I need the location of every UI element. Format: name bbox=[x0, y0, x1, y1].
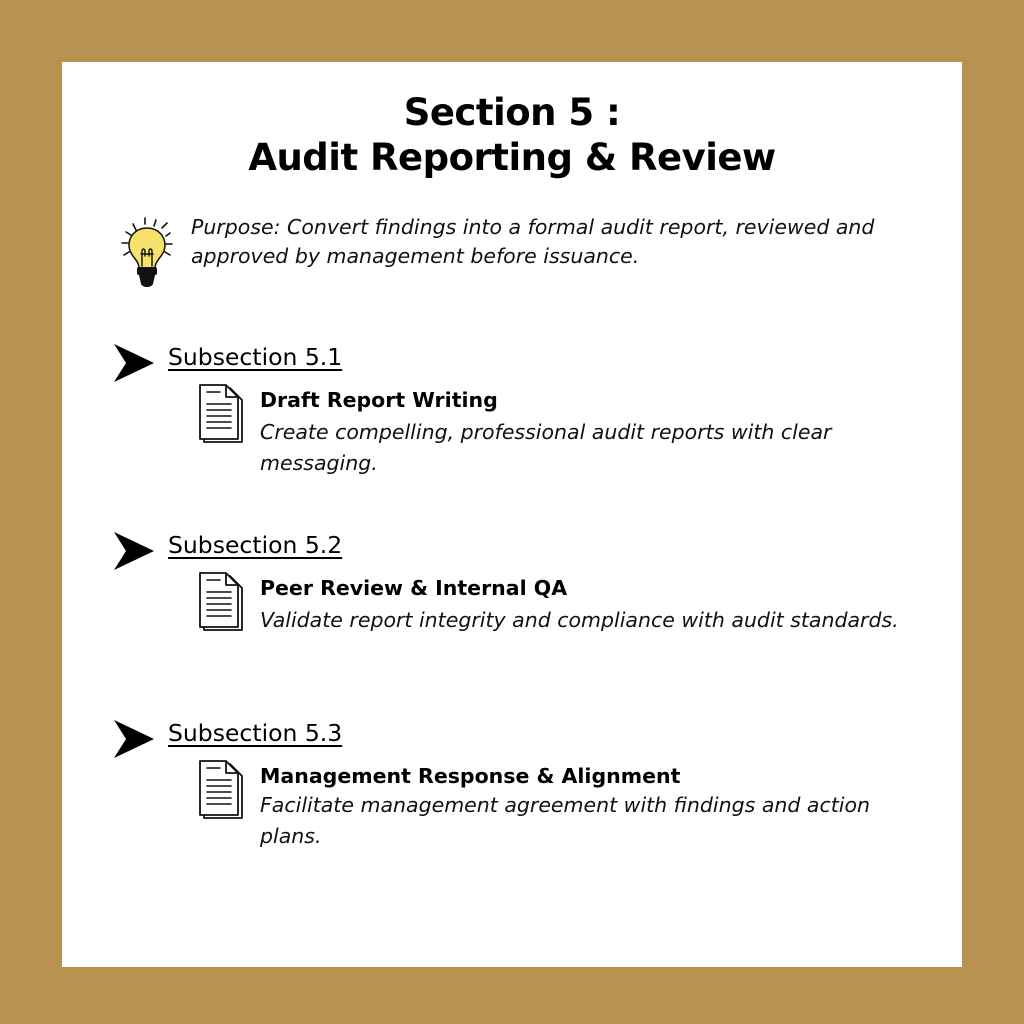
arrow-right-icon bbox=[112, 718, 154, 760]
subsection-label-3: Subsection 5.3 bbox=[168, 719, 343, 747]
page-title bbox=[62, 90, 962, 180]
lightbulb-icon bbox=[112, 210, 182, 290]
arrow-right-icon bbox=[112, 342, 154, 384]
subsection-title-1: Draft Report Writing bbox=[260, 388, 498, 412]
content-card bbox=[62, 62, 962, 967]
subsection-description-3: Facilitate management agreement with findings and action plans. bbox=[260, 793, 871, 848]
page-title-line-2: Audit Reporting & Review bbox=[248, 136, 776, 179]
page-title-line-1: Section 5 : bbox=[403, 91, 621, 134]
arrow-right-icon bbox=[112, 530, 154, 572]
subsection-label-2: Subsection 5.2 bbox=[168, 531, 343, 559]
document-icon bbox=[198, 572, 244, 632]
document-icon bbox=[198, 384, 244, 444]
subsection-description-1: Create compelling, professional audit reports with clear messaging. bbox=[260, 420, 832, 475]
subsection-label-1: Subsection 5.1 bbox=[168, 343, 343, 371]
document-icon bbox=[198, 760, 244, 820]
subsection-title-2: Peer Review & Internal QA bbox=[260, 576, 568, 600]
purpose-text: Purpose: Convert findings into a formal audit report, reviewed and approved by management before issuance. bbox=[191, 215, 875, 268]
subsection-description-2: Validate report integrity and compliance with audit standards. bbox=[260, 608, 899, 632]
subsection-title-3: Management Response & Alignment bbox=[260, 764, 681, 788]
